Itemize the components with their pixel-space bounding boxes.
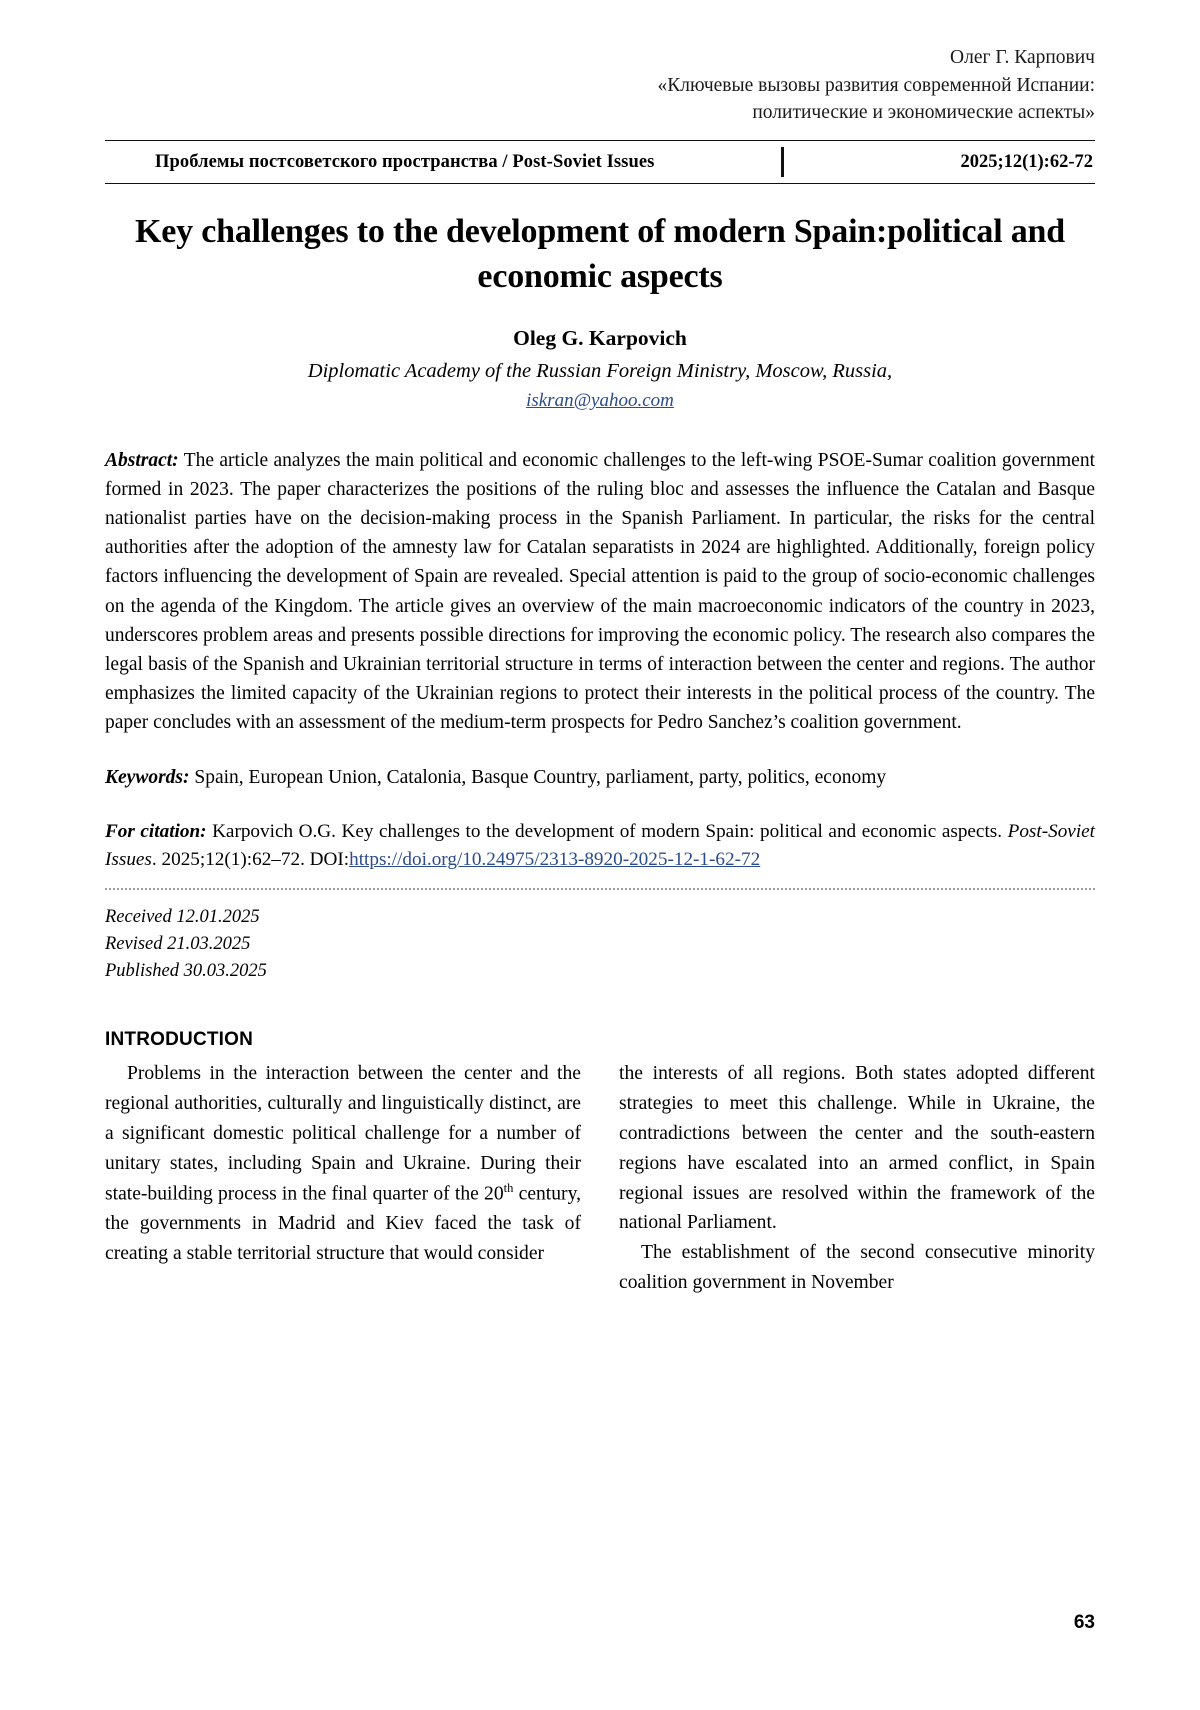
abstract-text: The article analyzes the main political and economic challenges to the left-wing PSOE-Sumar coalition government formed in 2023. The paper characterizes the positions of the ruling bloc and assesses the influence the Catalan and Basque nationalist parties have on the decision-making process in the Spanish Parliament. In particular, the risks for the central authorities after the adoption of the amnesty law for Catalan separatists in 2024 are highlighted. Additionally, foreign policy factors influencing the development of Spain are revealed. Special attention is paid to the group of socio-economic challenges on the agenda of the Kingdom. The article gives an overview of the main macroeconomic indicators of the country in 2023, underscores problem areas and presents possible directions for improving the economic policy. The research also compares the legal basis of the Spanish and Ukrainian territorial structure in terms of interaction between the center and regions. The author emphasizes the limited capacity of the Ukrainian regions to protect their interests in the political process of the country. The paper concludes with an assessment of the medium-term prospects for Pedro Sanchez’s coalition government. <box>105 449 1095 734</box>
author-email-link[interactable]: iskran@yahoo.com <box>526 389 674 411</box>
author-name: Oleg G. Karpovich <box>513 325 687 350</box>
citation-paragraph <box>105 818 1095 874</box>
keywords-text: Spain, European Union, Catalonia, Basque Country, parliament, party, politics, economy <box>189 767 887 789</box>
section-heading-introduction: INTRODUCTION <box>105 1029 254 1051</box>
date-received: Received 12.01.2025 <box>105 907 260 928</box>
running-head-title-line1: «Ключевые вызовы развития современной Испании: <box>657 74 1095 96</box>
citation-label: For citation: <box>105 821 207 843</box>
journal-bar <box>105 140 1095 184</box>
keywords-paragraph <box>105 763 1095 792</box>
citation-text-part2: . 2025;12(1):62–72. DOI: <box>151 849 350 871</box>
citation-doi-link[interactable]: https://doi.org/10.24975/2313-8920-2025-12-1-62-72 <box>349 849 761 871</box>
issue-reference: 2025;12(1):62-72 <box>960 151 1093 172</box>
dotted-divider <box>105 888 1095 890</box>
author-affiliation: Diplomatic Academy of the Russian Foreign Ministry, Moscow, Russia, <box>307 359 893 382</box>
date-published: Published 30.03.2025 <box>105 961 267 982</box>
keywords-label: Keywords: <box>105 767 190 789</box>
journal-name: Проблемы постсоветского пространства / Post-Soviet Issues <box>155 151 655 172</box>
running-head-author: Олег Г. Карпович <box>950 47 1095 68</box>
page-title: Key challenges to the development of modern Spain:political and economic aspects <box>135 213 1065 295</box>
paragraph-text-b: century, the governments in Madrid and Kiev faced the task of creating a stable territorial structure that would consider <box>105 1183 581 1264</box>
page-number: 63 <box>1073 1612 1095 1633</box>
ordinal-suffix: th <box>503 1180 514 1195</box>
vertical-divider <box>781 147 784 177</box>
page-content <box>105 44 1095 1298</box>
author-email-line <box>105 390 1095 412</box>
body-column-right <box>619 1059 1095 1297</box>
paragraph-intro-right-second: The establishment of the second consecutive minority coalition government in November <box>619 1242 1095 1293</box>
body-column-left <box>105 1059 581 1297</box>
date-revised: Revised 21.03.2025 <box>105 934 251 955</box>
publication-dates <box>105 904 1095 985</box>
paragraph-intro-right-continued: the interests of all regions. Both states adopted different strategies to meet this challenge. While in Ukraine, the contradictions between the center and the south-eastern regions have escalated into an armed conflict, in Spain regional issues are resolved within the framework of the national Parliament. <box>619 1063 1095 1234</box>
body-columns <box>105 1059 1095 1297</box>
abstract-paragraph <box>105 446 1095 737</box>
paragraph-text-a: Problems in the interaction between the center and the regional authorities, culturally and linguistically distinct, are a significant domestic political challenge for a number of unitary states, including Spain and Ukraine. During their state-building process in the final quarter of the 20 <box>105 1063 581 1205</box>
abstract-label: Abstract: <box>105 449 179 471</box>
citation-journal-name: Post-Soviet Issues <box>105 821 1095 871</box>
running-head <box>105 44 1095 127</box>
paragraph-intro-left <box>105 1059 581 1268</box>
citation-text-part1: Karpovich O.G. Key challenges to the development of modern Spain: political and economic aspects. <box>206 821 1008 843</box>
running-head-title-line2: политические и экономические аспекты» <box>752 102 1095 124</box>
